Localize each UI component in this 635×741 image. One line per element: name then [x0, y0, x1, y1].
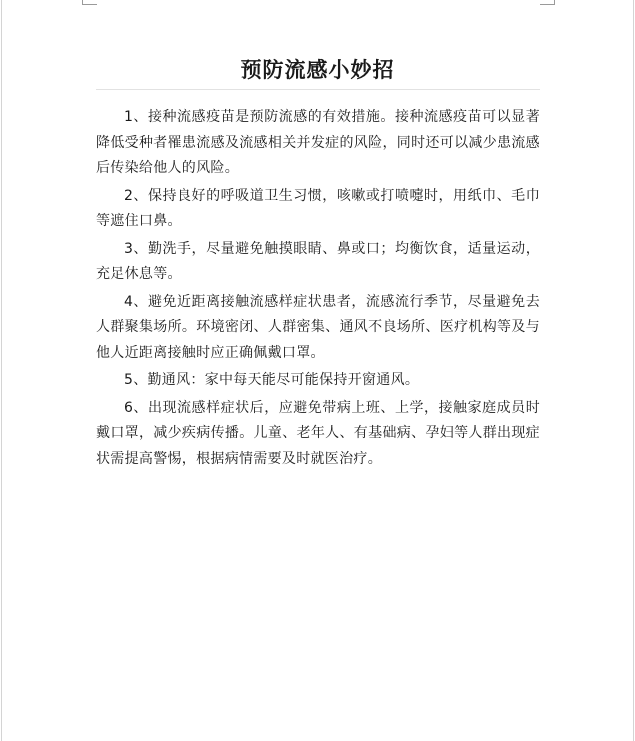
crop-mark-top-left — [82, 0, 97, 5]
crop-mark-top-right — [540, 0, 555, 5]
paragraph-5: 5、勤通风：家中每天能尽可能保持开窗通风。 — [124, 372, 420, 388]
title-divider — [96, 89, 540, 90]
page-edge-left — [1, 0, 2, 741]
paragraph-2: 2、保持良好的呼吸道卫生习惯，咳嗽或打喷嚏时，用纸巾、毛巾等遮住口鼻。 — [96, 187, 540, 229]
document-title: 预防流感小妙招 — [240, 57, 395, 82]
page-edge-right — [633, 0, 634, 741]
paragraph-1: 1、接种流感疫苗是预防流感的有效措施。接种流感疫苗可以显著降低受种者罹患流感及流感相关并发症的风险，同时还可以减少患流感后传染给他人的风险。 — [96, 109, 540, 176]
document-body — [96, 105, 540, 474]
paragraph-3: 3、勤洗手，尽量避免触摸眼睛、鼻或口；均衡饮食，适量运动，充足休息等。 — [96, 240, 540, 282]
paragraph-6: 6、出现流感样症状后，应避免带病上班、上学，接触家庭成员时戴口罩，减少疾病传播。儿童、老年人、有基础病、孕妇等人群出现症状需提高警惕，根据病情需要及时就医治疗。 — [96, 399, 540, 467]
paragraph-4: 4、避免近距离接触流感样症状患者，流感流行季节，尽量避免去人群聚集场所。环境密闭、人群密集、通风不良场所、医疗机构等及与他人近距离接触时应正确佩戴口罩。 — [96, 293, 540, 361]
